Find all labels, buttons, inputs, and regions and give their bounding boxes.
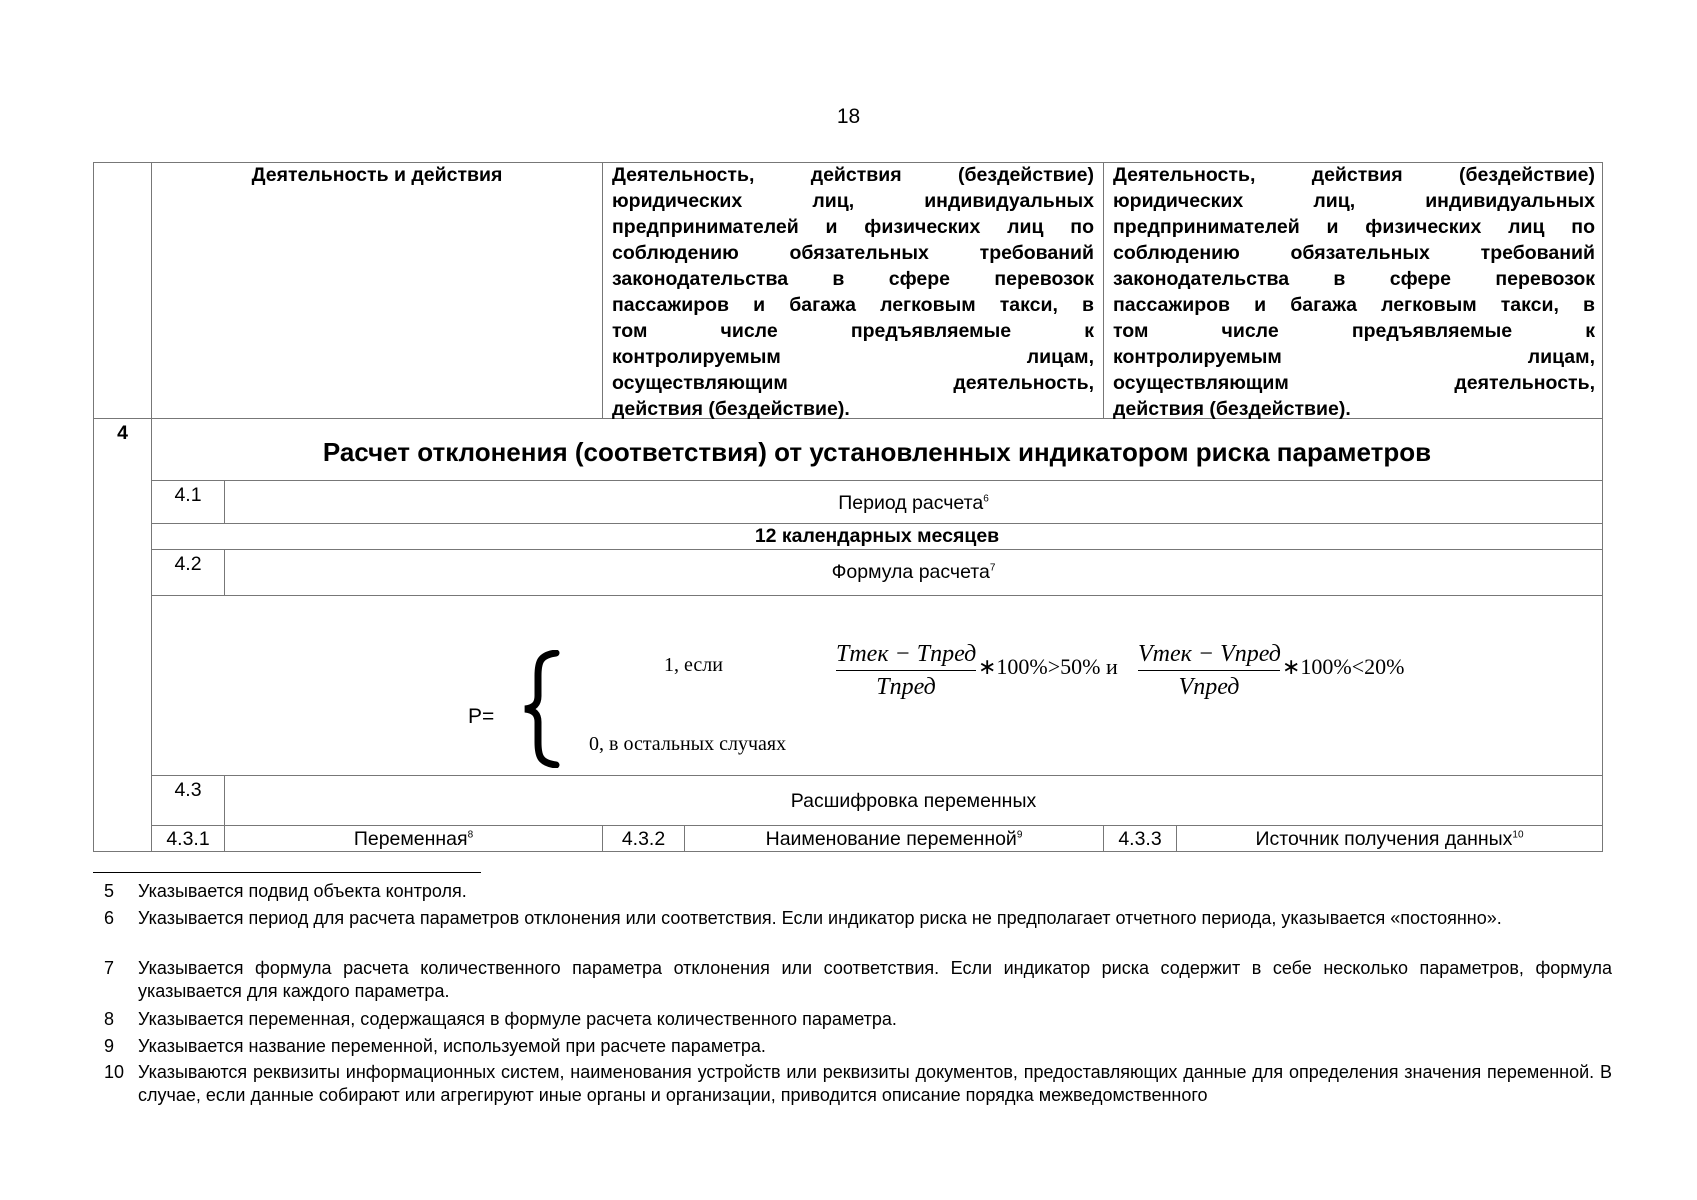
formula-middle: ∗100%>50% и — [978, 654, 1118, 679]
header-col3-text: Деятельность, действия (бездействие) юридических лиц, индивидуальных предпринимателей и физических лиц по соблюдению обязательных требований законодательства в сфере перевозок пассажиров и багажа легковым такси, в том числе предъявляемые к контролируемым лицам, осуществляющим деятельность, действия (бездействие). — [612, 164, 1094, 420]
footnote-separator — [93, 872, 481, 873]
fraction-t — [836, 640, 976, 701]
fraction-t-denominator: Tпред — [876, 674, 936, 700]
fraction-t-numerator: Tтек − Tпред — [836, 641, 977, 667]
fraction-v — [1138, 640, 1280, 701]
sub-number-4-3-2: 4.3.2 — [621, 828, 666, 850]
sub-number-4-3-1: 4.3.1 — [166, 828, 210, 850]
row-number-4-1: 4.1 — [174, 484, 202, 506]
case1-label: 1, если — [664, 654, 723, 676]
header-activities-label: Деятельность и действия — [251, 164, 503, 186]
variable-column-header: Переменная$^8$ — [353, 828, 474, 850]
section-title: Расчет отклонения (соответствия) от установленных индикатором риска параметров — [322, 437, 1432, 467]
row-number-4-3: 4.3 — [174, 779, 202, 801]
formula-tail: ∗100%<20% — [1282, 654, 1405, 679]
left-brace-icon — [518, 650, 562, 768]
page-number: 18 — [836, 105, 861, 128]
period-value: 12 календарных месяцев — [754, 525, 1000, 547]
footnote-7: 7 Указывается формула расчета количественного параметра отклонения или соответствия. Если индикатор риска содержит в себе несколько параметров, формула указывается для каждого параметра. — [104, 958, 1612, 1001]
data-source-column-header: Источник получения данных$^{10}$ — [1255, 828, 1524, 850]
footnote-5: 5 Указывается подвид объекта контроля. — [104, 881, 467, 901]
section-number: 4 — [117, 422, 128, 444]
formula-label: Формула расчета$^7$ — [831, 561, 996, 583]
variable-name-column-header: Наименование переменной$^9$ — [765, 828, 1023, 850]
footnote-9: 9 Указывается название переменной, используемой при расчете параметра. — [104, 1036, 766, 1056]
formula-lhs: P= — [468, 705, 495, 728]
header-col4-text: Деятельность, действия (бездействие) юридических лиц, индивидуальных предпринимателей и физических лиц по соблюдению обязательных требований законодательства в сфере перевозок пассажиров и багажа легковым такси, в том числе предъявляемые к контролируемым лицам, осуществляющим деятельность, действия (бездействие). — [1113, 164, 1595, 420]
row-number-4-2: 4.2 — [174, 553, 202, 575]
footnote-6: 6 Указывается период для расчета параметров отклонения или соответствия. Если индикатор риска не предполагает отчетного периода, указывается «постоянно». — [104, 908, 1502, 928]
sub-number-4-3-3: 4.3.3 — [1118, 828, 1162, 850]
footnote-10: 10 Указываются реквизиты информационных систем, наименования устройств или реквизиты документов, предоставляющих данные для определения значения переменной. В случае, если данные собирают или агрегируют иные органы и организации, приводится описание порядка межведомственного — [104, 1062, 1612, 1105]
case2-label: 0, в остальных случаях — [589, 733, 787, 755]
fraction-v-denominator: Vпред — [1178, 674, 1240, 700]
footnote-8: 8 Указывается переменная, содержащаяся в формуле расчета количественного параметра. — [104, 1009, 897, 1029]
fraction-v-numerator: Vтек − Vпред — [1138, 641, 1281, 667]
period-label: Период расчета$^6$ — [838, 492, 989, 514]
variables-label: Расшифровка переменных — [790, 790, 1037, 812]
